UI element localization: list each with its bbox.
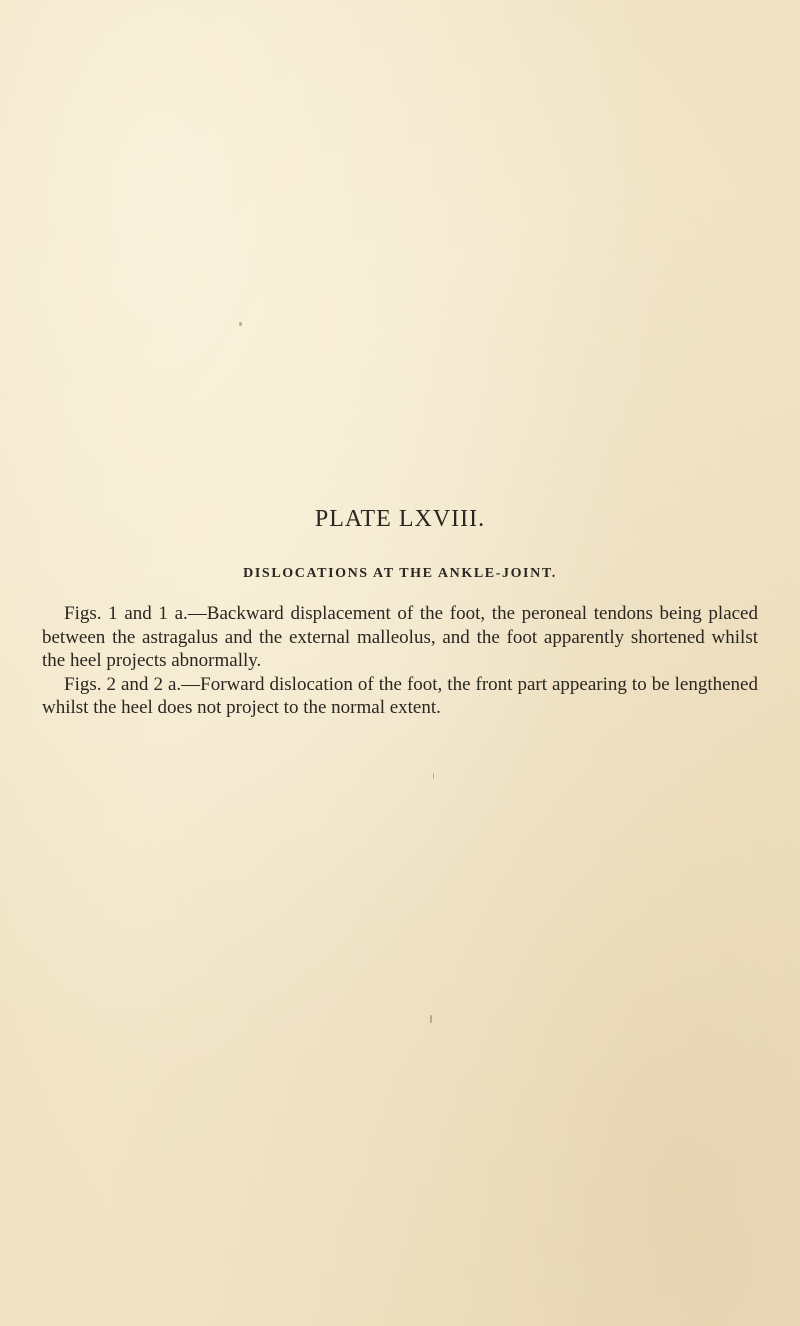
caption-figs-2: Figs. 2 and 2 a.—Forward dislocation of the foot, the front part appearing to be lengthened whilst the heel does not project to the normal extent. xyxy=(42,673,758,718)
caption-block xyxy=(42,602,758,720)
paper-speck xyxy=(239,322,242,326)
caption-figs-1: Figs. 1 and 1 a.—Backward displacement of the foot, the peroneal tendons being placed between the astragalus and the external malleolus, and the foot apparently shortened whilst the heel projects abnormally. xyxy=(42,603,758,671)
paper-speck xyxy=(433,773,434,779)
plate-title: PLATE LXVIII. xyxy=(314,506,486,532)
paper-speck xyxy=(430,1015,432,1023)
plate-subtitle: DISLOCATIONS AT THE ANKLE-JOINT. xyxy=(243,566,557,581)
